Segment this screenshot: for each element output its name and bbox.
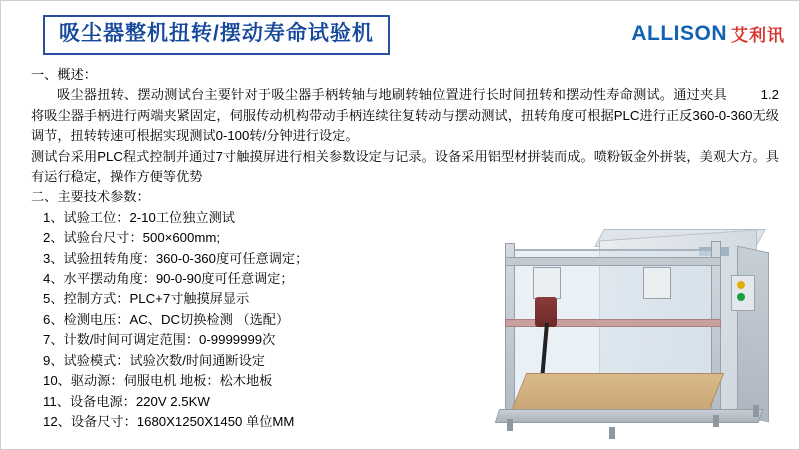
brand-name-en: ALLISON [631,21,727,45]
brand-name-cn: 艾利讯 [731,26,785,45]
overview-paragraph-1-text: 吸尘器扭转、摆动测试台主要针对于吸尘器手柄转轴与地刷转轴位置进行长时间扭转和摆动性寿命测试。通过夹具将吸尘器手柄进行两端夹紧固定，伺服传动机构带动手柄连续往复转动与摆动测试，扭转角度可根据PLC进行正反360-0-360无级调节，扭转转速可根据实现测试0-100转/分钟进行设定。 [31,87,779,144]
brand-logo [631,21,785,46]
leveling-foot [609,427,615,439]
overview-heading: 一、概述： [31,67,97,82]
overview-paragraph-2: 测试台采用PLC程式控制并通过7寸触摸屏进行相关参数设定与记录。设备采用铝型材拼装而成。喷粉钣金外拼装，美观大方。具有运行稳定，操作方便等优势 [31,148,779,185]
frame-post-left [505,243,515,415]
indicator-lamp-green-icon [737,293,745,301]
list-item: 10、驱动源：伺服电机 地板：松木地板 [43,373,273,389]
leveling-foot [753,405,759,417]
list-item: 3、试验扭转角度：360-0-360度可任意调定； [43,250,309,266]
test-head-left [533,267,561,299]
list-item: 9、试验模式：试验次数/时间通断设定 [43,352,265,368]
list-item: 7、计数/时间可调定范围：0-9999999次 [43,332,276,348]
indicator-lamp-yellow-icon [737,281,745,289]
list-item: 4、水平摆动角度：90-0-90度可任意调定； [43,271,294,287]
params-heading: 二、主要技术参数： [31,189,150,205]
machine-photo [461,223,791,445]
page-number: 1.2 [760,87,779,103]
leveling-foot [713,415,719,427]
list-item: 12、设备尺寸：1680X1250X1450 单位MM [43,413,295,429]
list-item: 5、控制方式：PLC+7寸触摸屏显示 [43,291,250,307]
test-head-right [643,267,671,299]
list-item: 6、检测电压：AC、DC切换检测 （选配） [43,311,290,327]
machine-base [495,409,764,423]
leveling-foot [507,419,513,431]
list-item: 1、试验工位：2-10工位独立测试 [43,209,235,225]
overview-paragraph-1 [31,85,779,146]
page-title: 吸尘器整机扭转/摆动寿命试验机 [59,22,374,45]
cabinet-side-panel [737,246,769,423]
list-item: 2、试验台尺寸：500×600mm; [43,230,220,246]
list-item: 11、设备电源：220V 2.5KW [43,393,210,409]
frame-crossbar-top [505,257,721,266]
slide-header [1,11,800,57]
page-title-box [43,15,390,55]
